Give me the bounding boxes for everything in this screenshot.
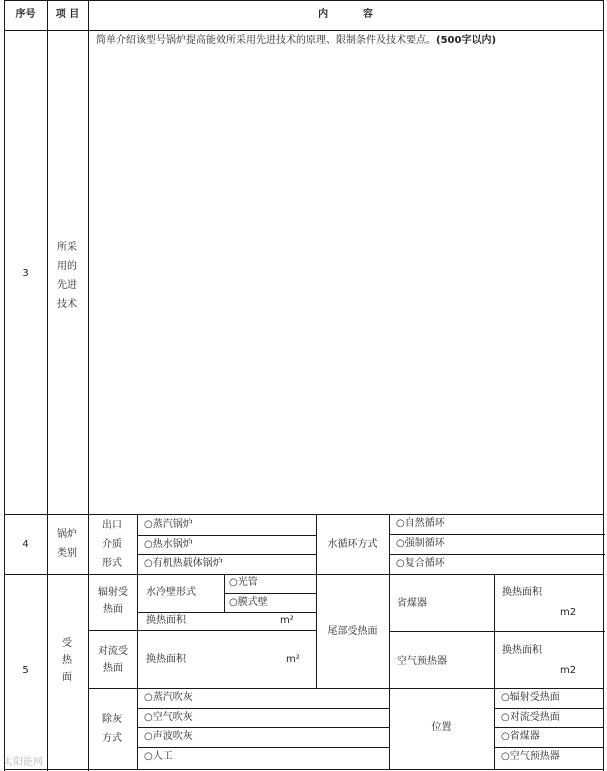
row3-prompt	[96, 35, 496, 47]
radiant-surface-label: 辐射受 热面	[98, 587, 128, 615]
economizer-label: 省煤器	[397, 598, 427, 609]
option-steam-boiler[interactable]: ○蒸汽锅炉	[144, 519, 193, 530]
medium-label: 出口 介质 形式	[102, 520, 122, 569]
row5-number: 5	[22, 665, 29, 676]
header-item: 项 目	[55, 9, 80, 20]
option-combined-circulation[interactable]: ○复合循环	[396, 558, 445, 569]
option-bare-tube[interactable]: ○光管	[229, 577, 258, 588]
option-natural-circulation[interactable]: ○自然循环	[396, 518, 445, 529]
radiant-area-unit: m²	[280, 615, 294, 626]
row3-number: 3	[22, 268, 29, 279]
option-acoustic-soot-blowing[interactable]: ○声波吹灰	[144, 731, 193, 742]
option-air-soot-blowing[interactable]: ○空气吹灰	[144, 712, 193, 723]
option-position-radiant[interactable]: ○辐射受热面	[501, 692, 560, 703]
header-content: 内 容	[318, 9, 373, 20]
water-wall-label: 水冷壁形式	[146, 587, 196, 598]
row3-prompt-text: 简单介绍该型号锅炉提高能效所采用先进技术的原理、限制条件及技术要点。	[96, 35, 436, 46]
tail-surface-label: 尾部受热面	[327, 626, 378, 637]
option-hot-water-boiler[interactable]: ○热水锅炉	[144, 539, 193, 550]
convective-area-unit: m²	[286, 654, 300, 665]
economizer-area-label: 换热面积	[502, 587, 542, 598]
air-preheater-area-label: 换热面积	[502, 645, 542, 656]
option-position-convective[interactable]: ○对流受热面	[501, 712, 560, 723]
option-position-air-preheater[interactable]: ○空气预热器	[501, 751, 560, 762]
option-organic-heat-carrier-boiler[interactable]: ○有机热载体锅炉	[144, 558, 223, 569]
air-preheater-label: 空气预热器	[397, 656, 447, 667]
option-membrane-wall[interactable]: ○膜式壁	[229, 597, 268, 608]
air-preheater-area-unit: m2	[560, 665, 577, 676]
option-steam-soot-blowing[interactable]: ○蒸汽吹灰	[144, 692, 193, 703]
option-manual-soot-blowing[interactable]: ○人工	[144, 751, 173, 762]
convective-surface-label: 对流受 热面	[98, 646, 128, 674]
radiant-area-label: 换热面积	[146, 615, 186, 626]
row3-answer-area[interactable]	[90, 50, 600, 510]
economizer-area-unit: m2	[560, 607, 577, 618]
row4-number: 4	[22, 539, 29, 550]
row3-item-label: 所采 用的 先进 技术	[57, 242, 77, 310]
convective-area-label: 换热面积	[146, 654, 186, 665]
position-label: 位置	[431, 722, 452, 733]
option-position-economizer[interactable]: ○省煤器	[501, 731, 540, 742]
circulation-label: 水循环方式	[327, 539, 378, 550]
row5-item-label: 受 热 面	[62, 638, 72, 683]
row3-prompt-limit: (500字以内)	[436, 35, 497, 46]
soot-blowing-label: 除灰 方式	[102, 714, 122, 744]
option-forced-circulation[interactable]: ○强制循环	[396, 538, 445, 549]
row4-item-label: 锅炉 类别	[57, 529, 77, 559]
header-seq: 序号	[15, 9, 36, 20]
watermark-logo: 太阳能网	[3, 757, 43, 768]
